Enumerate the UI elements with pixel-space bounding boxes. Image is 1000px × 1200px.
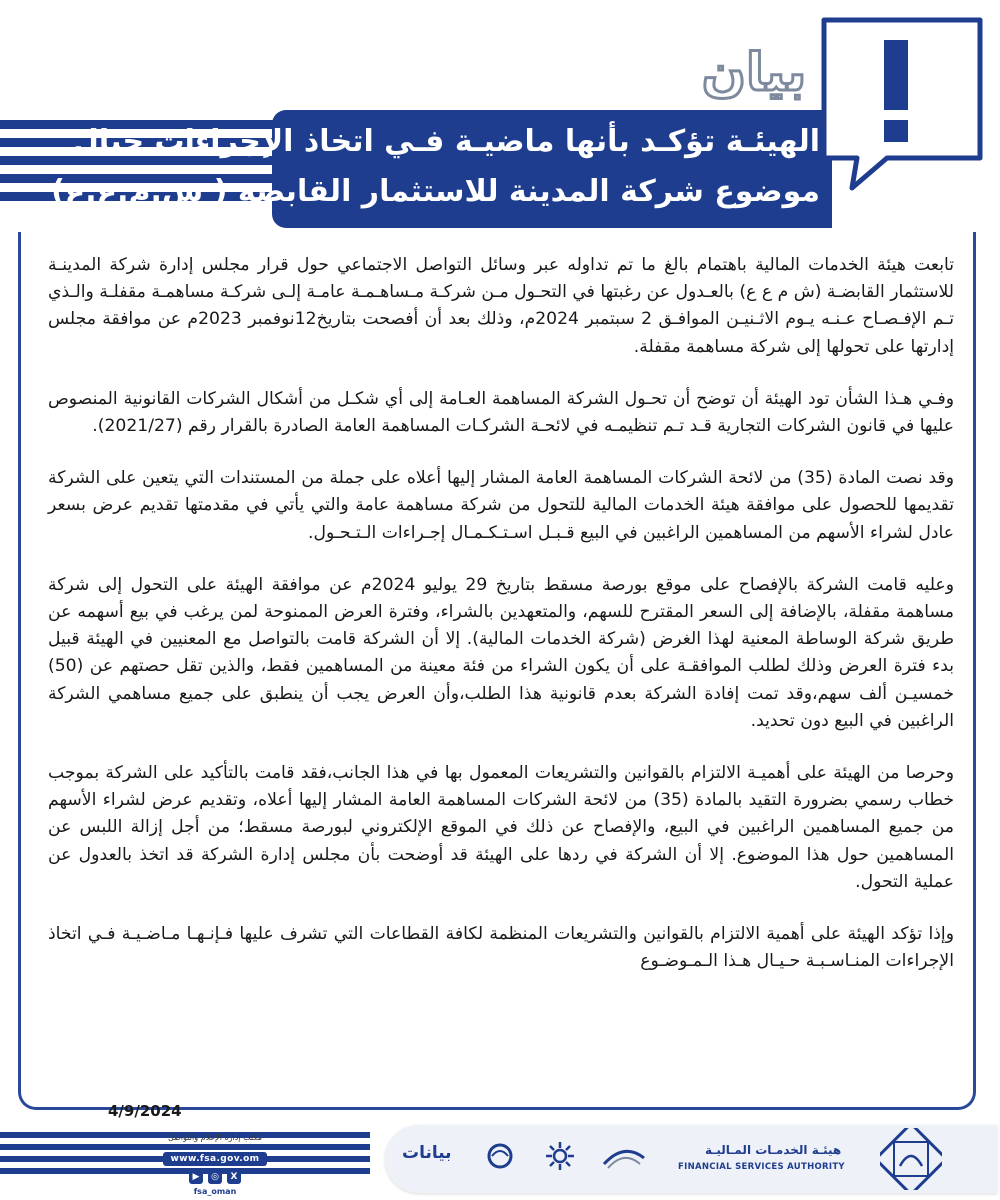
social-handle: fsa_oman [193, 1187, 237, 1196]
headline-line-1: الهيئـة تؤكـد بأنها ماضيـة فـي اتخاذ الإجراءات حيال [72, 124, 820, 159]
partner-logo-2 [540, 1138, 580, 1178]
statement-body [48, 252, 954, 1000]
youtube-icon[interactable]: ▶ [189, 1170, 203, 1184]
headline-line-2: موضوع شركة المدينة للاستثمار القابضة ( ش.م.ع.ع) [51, 174, 820, 209]
paragraph-2: وفـي هـذا الشأن تود الهيئة أن توضح أن تحـول الشركة المساهمة العـامة إلى أي شكـل من أشكال الشركات القانونية المنصوص عليها في قانون الشركات التجارية قـد تـم تنظيمـه في لائحـة الشركـات المساهمة العامة الصادرة بالقرار رقم (2021/27). [48, 388, 954, 437]
paragraph-6: وإذا تؤكد الهيئة على أهمية الالتزام بالقوانين والتشريعات المنظمة لكافة القطاعات التي تشرف عليها فـإنـهـا مـاضـيـة فـي اتخاذ الإجراءات المنـاسـبـة حـيـال هـذا الـمـوضـوع [48, 924, 954, 972]
paragraph-3: وقد نصت المادة (35) من لائحة الشركات المساهمة العامة المشار إليها أعلاه على جملة من المستندات التي يتعين على الشركة تقديمها للحصول على موافقة هيئة الخدمات المالية للتحول من شركة مساهمة عامة والتي يأتي في مقدمتها تقديم عرض بسعر عادل لشراء الأسهم من المساهمين الراغبين في البيع قـبـل اسـتـكـمـال إجـراءات الـتـحـول. [48, 468, 955, 543]
exclamation-speech-bubble-icon [812, 8, 992, 193]
statement-badge-word: بيان [701, 43, 807, 103]
paragraph-4: وعليه قامت الشركة بالإفصاح على موقع بورصة مسقط بتاريخ 29 يوليو 2024م عن موافقة الهيئة على التحول إلى شركة مساهمة مقفلة، بالإضافة إلى السعر المقترح للسهم، والمتعهدين بالشراء، وفترة العرض الممنوحة لمن يرغب في بيع أسهمه عن طريق شركة الوساطة المعنية لهذا الغرض (شركة الخدمات المالية). إلا أن الشركة قامت بالتواصل مع المعنيين في الهيئة قبيل بدء فترة العرض وذلك لطلب الموافقـة على أن يكون الشراء من فئة معينة من المساهمين فقط، والذين تقل حصتهم عن (50) خمسيـن ألف سهم،وقد تمت إفادة الشركة بعدم قانونية هذا الطلب،وأن العرض يجب أن ينطبق على جميع مساهمي الشركة الراغبين في البيع دون تحديد. [48, 574, 954, 731]
contact-block [150, 1133, 280, 1196]
fsa-name-english: FINANCIAL SERVICES AUTHORITY [678, 1162, 845, 1172]
paragraph-5: وحرصا من الهيئة على أهميـة الالتزام بالقوانين والتشريعات المعمول بها في هذا الجانب،فقد قامت بالتأكيد على الشركة بموجب خطاب رسمي بضرورة التقيد بالمادة (35) من لائحة الشركات المساهمة العامة المشار إليها أعلاه، وتقديم عرض لشراء الأسهم من جميع المساهمين الراغبين في البيع، والإفصاح عن ذلك في الموقع الإلكتروني لبورصة مسقط؛ من أجل إزالة اللبس عن المساهمين حول هذا الموضوع. إلا أن الشركة في ردها على الهيئة قد أوضحت بأن مجلس إدارة الشركة قد اتخذ بالعدول عن عملية التحول. [48, 763, 954, 892]
statement-date: 4/9/2024 [108, 1102, 182, 1120]
social-icons [150, 1170, 280, 1184]
website-link[interactable]: www.fsa.gov.om [163, 1152, 268, 1166]
partner-logo-1 [480, 1140, 520, 1176]
x-icon[interactable]: X [227, 1170, 241, 1184]
fsa-name-arabic: هيئـة الخدمـات المـاليـة [705, 1143, 842, 1157]
paragraph-1: تابعت هيئة الخدمات المالية باهتمام بالغ ما تم تداوله عبر وسائل التواصل الاجتماعي حول قرار مجلس إدارة شركة المدينـة للاستثمار القابضـة (ش م ع ع) بالعـدول عن رغبتها في التحـول مـن شركـة مـساهـمـة عامـة إلـى شركـة مساهمـة مقفلـة والـذي تـم الإفـصـاح عـنـه يـوم الاثـنيـن الموافـق 2 سبتمبر 2024م، وذلك بعد أن أفصحت بتاريخ12نوفمبر 2023م عن موافقة مجلس إدارتها على تحولها إلى شركة مساهمة مقفلة. [48, 255, 954, 357]
partner-logo-3 [598, 1138, 650, 1178]
bayanat-logo: بيانات [402, 1143, 452, 1163]
fsa-emblem-icon [880, 1128, 942, 1190]
media-office-label: مكتب إدارة الإعلام والتواصل [167, 1133, 263, 1142]
instagram-icon[interactable]: ◎ [208, 1170, 222, 1184]
